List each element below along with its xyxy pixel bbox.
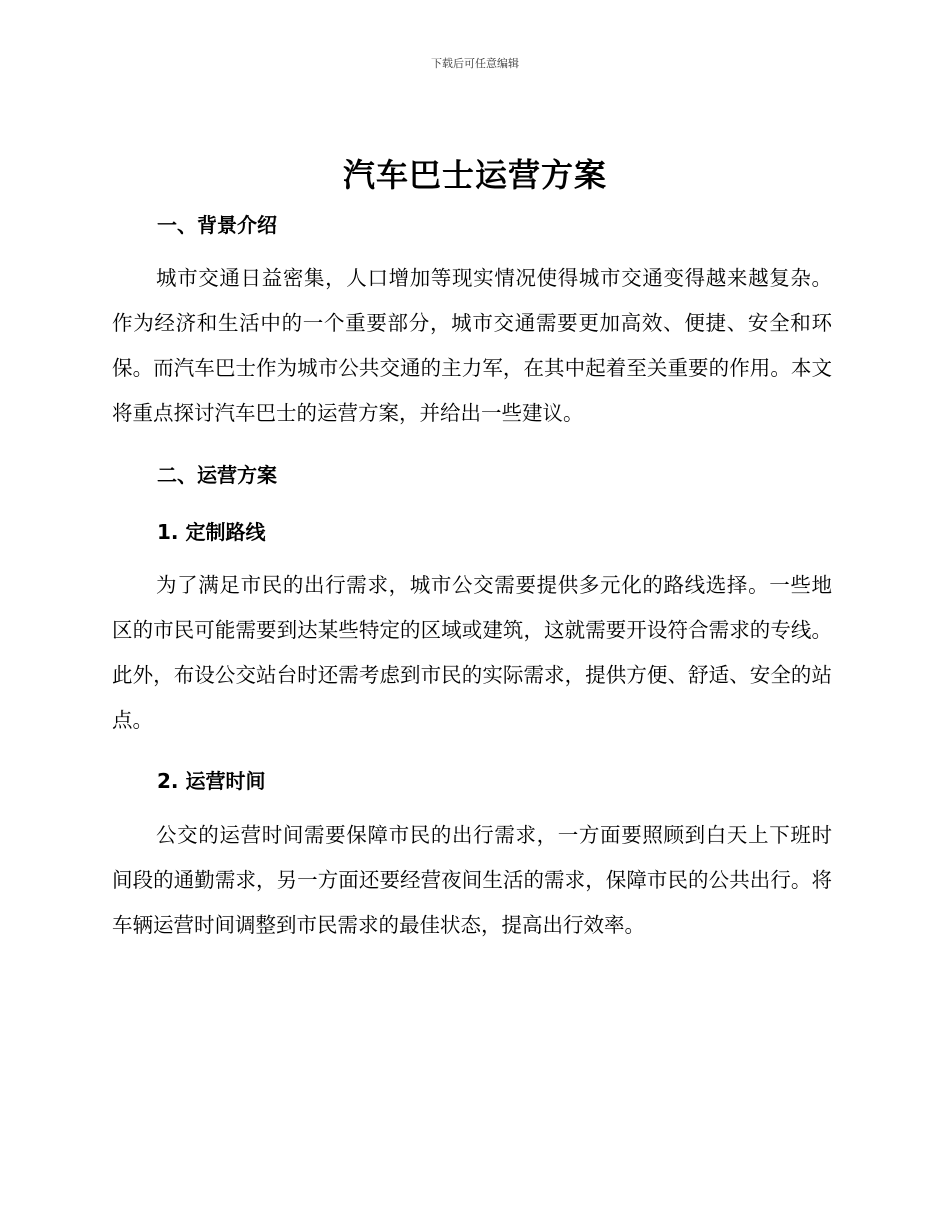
paragraph-operation-time: 公交的运营时间需要保障市民的出行需求，一方面要照顾到白天上下班时间段的通勤需求，另一方面还要经营夜间生活的需求，保障市民的公共出行。将车辆运营时间调整到市民需求的最佳状态，提高出行效率。 [112, 823, 832, 937]
paragraph-background: 城市交通日益密集，人口增加等现实情况使得城市交通变得越来越复杂。作为经济和生活中的一个重要部分，城市交通需要更加高效、便捷、安全和环保。而汽车巴士作为城市公共交通的主力军，在其中起着至关重要的作用。本文将重点探讨汽车巴士的运营方案，并给出一些建议。 [112, 266, 832, 425]
section-heading-operation-plan: 二、运营方案 [157, 463, 277, 487]
section-heading-background: 一、背景介绍 [157, 213, 277, 237]
document-title: 汽车巴士运营方案 [342, 156, 607, 194]
header-note: 下载后可任意编辑 [431, 57, 519, 70]
paragraph-custom-routes: 为了满足市民的出行需求，城市公交需要提供多元化的路线选择。一些地区的市民可能需要到达某些特定的区域或建筑，这就需要开设符合需求的专线。此外，布设公交站台时还需考虑到市民的实际需求，提供方便、舒适、安全的站点。 [112, 573, 832, 732]
subsection-heading-custom-routes: 1. 定制路线 [157, 520, 266, 544]
subsection-heading-operation-time: 2. 运营时间 [157, 769, 266, 793]
